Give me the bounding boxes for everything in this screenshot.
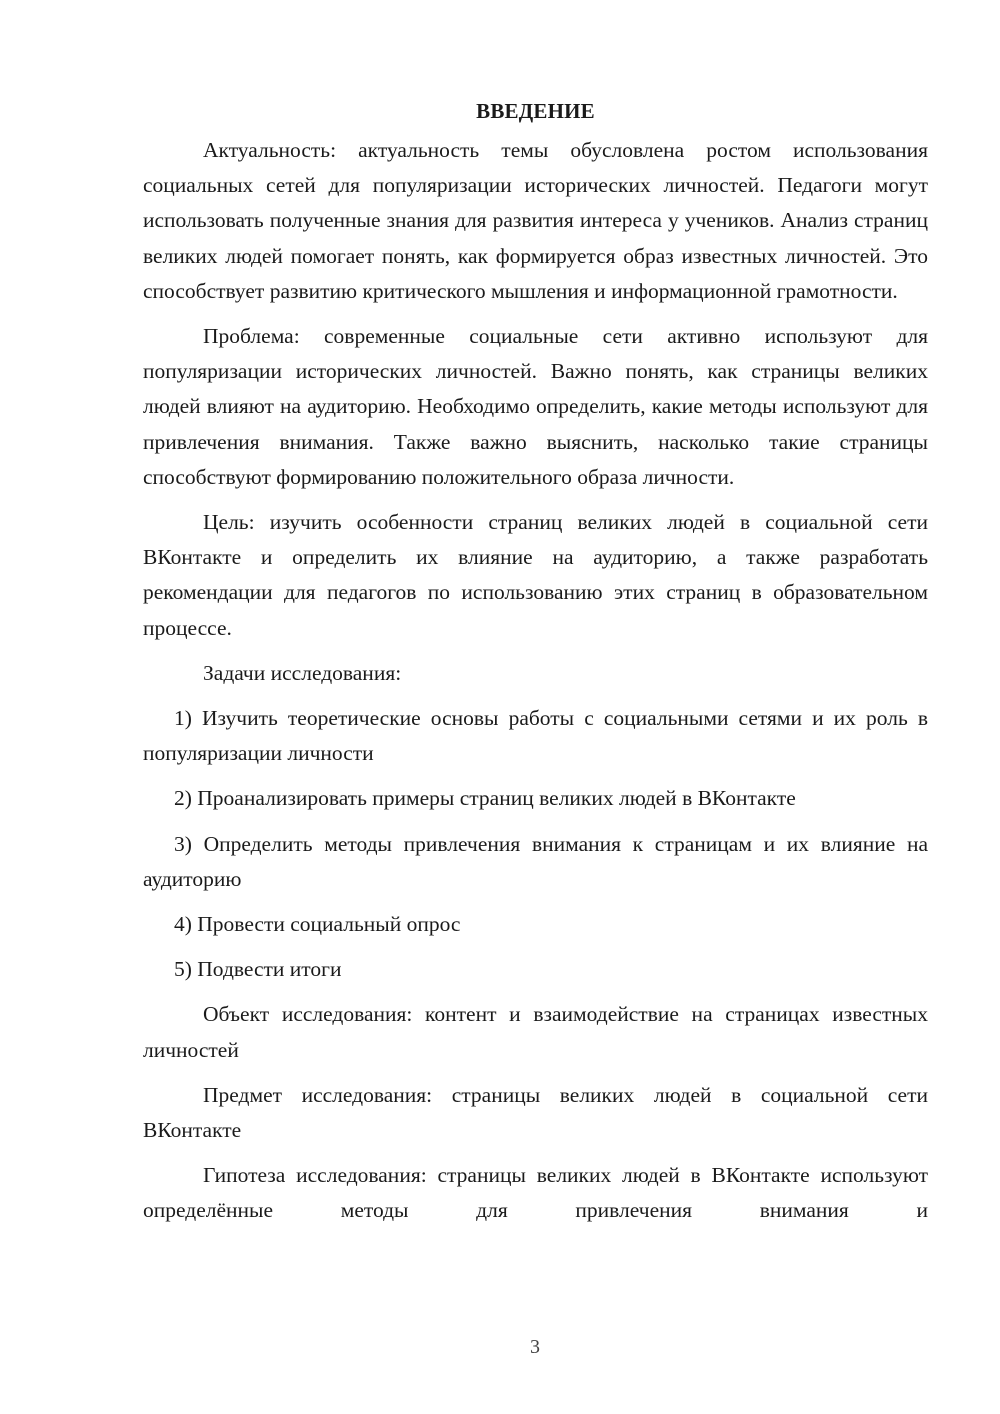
problem-paragraph: Проблема: современные социальные сети активно используют для популяризации исторических личностей. Важно понять, как страницы великих людей влияют на аудиторию. Необходимо определить, какие методы используют для привлечения внимания. Также важно выяснить, насколько такие страницы способствуют формированию положительного образа личности. [143, 324, 928, 489]
goal-paragraph: Цель: изучить особенности страниц великих людей в социальной сети ВКонтакте и определить их влияние на аудиторию, а также разработать рекомендации для педагогов по использованию этих страниц в образовательном процессе. [143, 510, 928, 640]
task-item-3: 3) Определить методы привлечения внимания к страницам и их влияние на аудиторию [143, 831, 928, 891]
task-item-5: 5) Подвести итоги [174, 957, 342, 982]
task-item-2: 2) Проанализировать примеры страниц великих людей в ВКонтакте [174, 786, 796, 811]
task-item-4: 4) Провести социальный опрос [174, 912, 461, 937]
relevance-paragraph: Актуальность: актуальность темы обусловлена ростом использования социальных сетей для популяризации исторических личностей. Педагоги могут использовать полученные знания для развития интереса у учеников. Анализ страниц великих людей помогает понять, как формируется образ известных личностей. Это способствует развитию критического мышления и информационной грамотности. [143, 138, 928, 303]
page-content [143, 97, 928, 1239]
tasks-heading: Задачи исследования: [203, 660, 402, 685]
subject-paragraph: Предмет исследования: страницы великих людей в социальной сети ВКонтакте [143, 1082, 928, 1143]
section-title: ВВЕДЕНИЕ [476, 99, 595, 123]
task-item-1: 1) Изучить теоретические основы работы с социальными сетями и их роль в популяризации личности [143, 706, 928, 766]
hypothesis-paragraph: Гипотеза исследования: страницы великих людей в ВКонтакте используют определённые методы для привлечения внимания и [143, 1163, 928, 1223]
page-number: 3 [530, 1336, 540, 1358]
object-paragraph: Объект исследования: контент и взаимодействие на страницах известных личностей [143, 1002, 928, 1062]
